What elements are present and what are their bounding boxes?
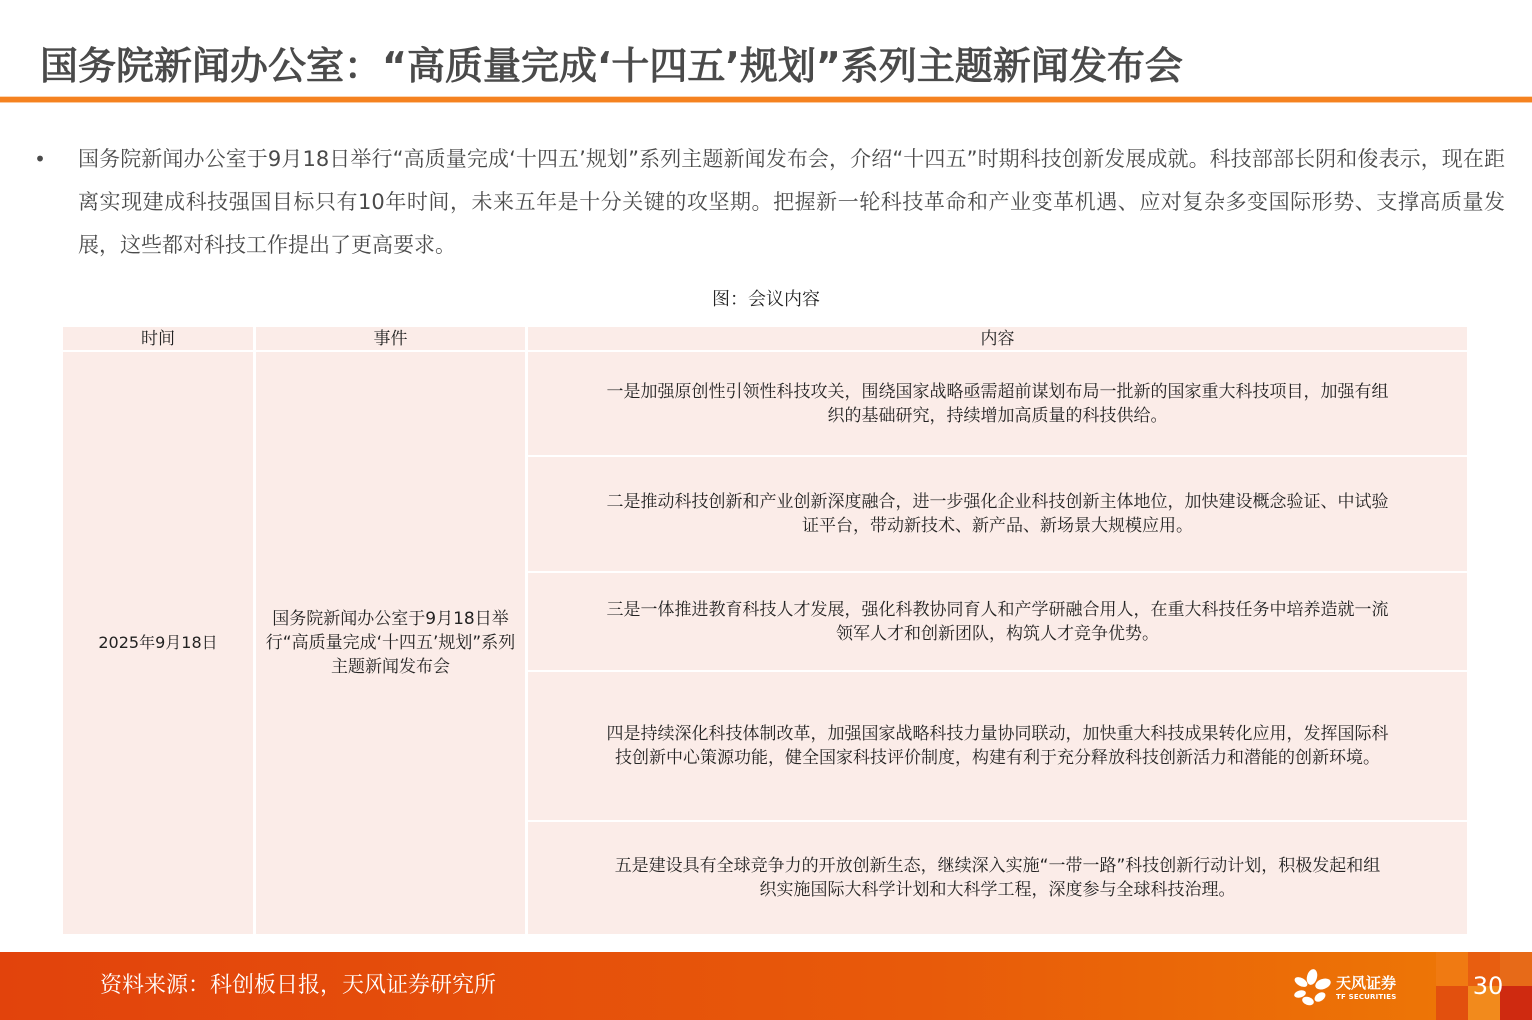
- event-text: 国务院新闻办公室于9月18日举行“高质量完成‘十四五’规划”系列主题新闻发布会: [265, 609, 516, 677]
- intro-text: 国务院新闻办公室于9月18日举行“高质量完成‘十四五’规划”系列主题新闻发布会，介绍“十四五”时期科技创新发展成就。科技部部长阴和俊表示，现在距离实现建成科技强国目标只有10年时间，未来五年是十分关键的攻坚期。把握新一轮科技革命和产业变革机遇、应对复杂多变国际形势、支撑高质量发展，这些都对科技工作提出了更高要求。: [78, 147, 1505, 257]
- content-row-5: [528, 822, 1467, 934]
- company-logo: [1292, 968, 1412, 1008]
- header-content: 内容: [528, 327, 1467, 350]
- logo-cn-text: 天风证券: [1336, 974, 1397, 992]
- content-row-2: [528, 457, 1467, 571]
- meeting-content-table: [63, 327, 1467, 934]
- logo-wordmark: [1336, 974, 1396, 1002]
- content-line: 三是一体推进教育科技人才发展，强化科教协同育人和产学研融合用人，在重大科技任务中培养造就一流: [606, 599, 1389, 620]
- content-row-3: [528, 573, 1467, 670]
- flower-petals-icon: [1292, 968, 1332, 1008]
- content-line: 技创新中心策源功能，健全国家科技评价制度，构建有利于充分释放科技创新活力和潜能的创新环境。: [615, 748, 1380, 768]
- title-divider: [0, 97, 1532, 102]
- footer-bar: [0, 952, 1532, 1020]
- logo-en-text: TF SECURITIES: [1336, 993, 1397, 1001]
- time-cell: 2025年9月18日: [63, 352, 253, 934]
- page-title: 国务院新闻办公室：“高质量完成‘十四五’规划”系列主题新闻发布会: [40, 44, 1183, 88]
- content-line: 一是加强原创性引领性科技攻关，围绕国家战略亟需超前谋划布局一批新的国家重大科技项目，加强有组: [606, 381, 1389, 402]
- page-number: 30: [1472, 972, 1504, 1000]
- content-row-1: [528, 352, 1467, 455]
- content-line: 二是推动科技创新和产业创新深度融合，进一步强化企业科技创新主体地位，加快建设概念验证、中试验: [606, 492, 1389, 512]
- content-line: 织的基础研究，持续增加高质量的科技供给。: [827, 405, 1168, 426]
- content-text: [607, 380, 1389, 428]
- content-line: 四是持续深化科技体制改革，加强国家战略科技力量协同联动，加快重大科技成果转化应用，发挥国际科: [606, 724, 1389, 744]
- header-event: 事件: [256, 327, 525, 350]
- content-text: [607, 490, 1389, 538]
- event-cell: [256, 352, 525, 934]
- content-text: [607, 598, 1389, 646]
- content-line: 领军人才和创新团队，构筑人才竞争优势。: [836, 623, 1159, 644]
- header-time: 时间: [63, 327, 253, 350]
- intro-paragraph: [30, 138, 1505, 267]
- content-line: 证平台，带动新技术、新产品、新场景大规模应用。: [802, 516, 1193, 536]
- content-line: 五是建设具有全球竞争力的开放创新生态，继续深入实施“一带一路”科技创新行动计划，积极发起和组: [614, 856, 1381, 876]
- figure-caption: 图：会议内容: [712, 289, 820, 310]
- content-text: [607, 722, 1389, 770]
- bullet-icon: •: [34, 147, 46, 171]
- source-note: 资料来源：科创板日报，天风证券研究所: [100, 973, 497, 998]
- content-text: [615, 854, 1381, 902]
- content-line: 织实施国际大科学计划和大科学工程，深度参与全球科技治理。: [759, 880, 1236, 900]
- content-row-4: [528, 672, 1467, 820]
